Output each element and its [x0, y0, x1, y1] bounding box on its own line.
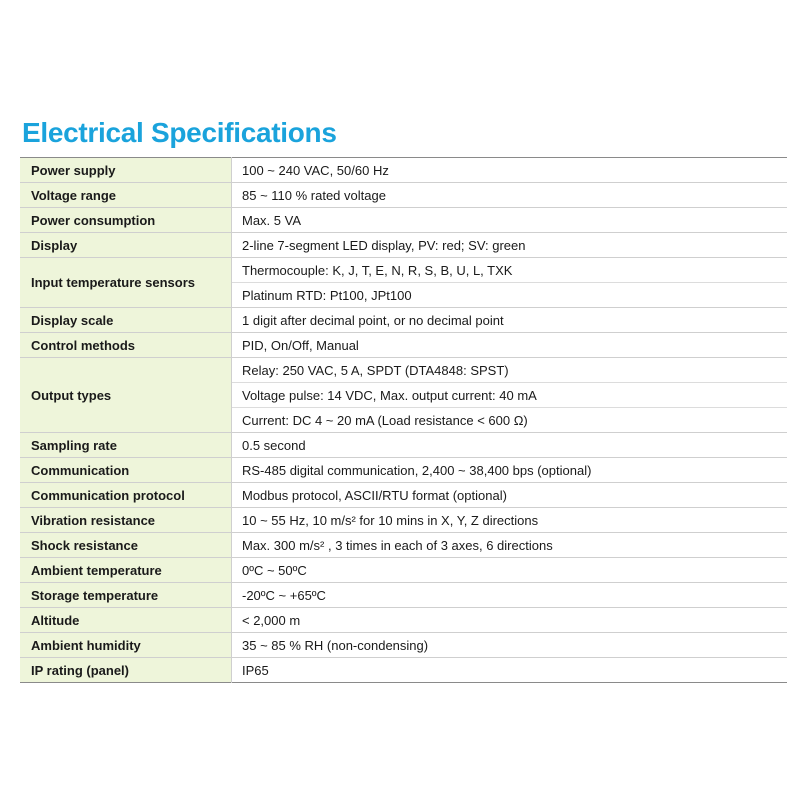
spec-value: < 2,000 m — [232, 608, 788, 633]
spec-value: PID, On/Off, Manual — [232, 333, 788, 358]
spec-label: Input temperature sensors — [20, 258, 232, 308]
spec-label: Display — [20, 233, 232, 258]
spec-label: Output types — [20, 358, 232, 433]
spec-value: Voltage pulse: 14 VDC, Max. output current: 40 mA — [232, 383, 788, 408]
spec-label: Shock resistance — [20, 533, 232, 558]
table-row — [20, 583, 787, 608]
spec-value: Max. 5 VA — [232, 208, 788, 233]
spec-label: Power supply — [20, 158, 232, 183]
table-row — [20, 308, 787, 333]
spec-label: Display scale — [20, 308, 232, 333]
table-row — [20, 158, 787, 183]
table-row — [20, 633, 787, 658]
spec-label: IP rating (panel) — [20, 658, 232, 683]
table-row — [20, 558, 787, 583]
table-row — [20, 233, 787, 258]
table-row — [20, 458, 787, 483]
spec-value: Thermocouple: K, J, T, E, N, R, S, B, U, L, TXK — [232, 258, 788, 283]
spec-value: Relay: 250 VAC, 5 A, SPDT (DTA4848: SPST) — [232, 358, 788, 383]
spec-value: -20ºC ~ +65ºC — [232, 583, 788, 608]
spec-value: Platinum RTD: Pt100, JPt100 — [232, 283, 788, 308]
table-row — [20, 183, 787, 208]
spec-value: RS-485 digital communication, 2,400 ~ 38,400 bps (optional) — [232, 458, 788, 483]
spec-value: IP65 — [242, 662, 269, 678]
table-row — [20, 258, 787, 283]
spec-value: 2-line 7-segment LED display, PV: red; SV: green — [232, 233, 788, 258]
table-row — [20, 533, 787, 558]
table-row — [20, 483, 787, 508]
spec-value: Max. 300 m/s² , 3 times in each of 3 axes, 6 directions — [232, 533, 788, 558]
spec-label: Control methods — [20, 333, 232, 358]
spec-label: Storage temperature — [20, 583, 232, 608]
table-row — [20, 658, 787, 683]
spec-value: 35 ~ 85 % RH (non-condensing) — [232, 633, 788, 658]
spec-value: 0.5 second — [232, 433, 788, 458]
table-row — [20, 608, 787, 633]
spec-value: 85 ~ 110 % rated voltage — [232, 183, 788, 208]
table-row — [20, 358, 787, 383]
spec-label: Communication protocol — [20, 483, 232, 508]
table-row — [20, 208, 787, 233]
spec-value: 100 ~ 240 VAC, 50/60 Hz — [232, 158, 788, 183]
spec-value: Modbus protocol, ASCII/RTU format (optional) — [232, 483, 788, 508]
spec-value: 0ºC ~ 50ºC — [232, 558, 788, 583]
spec-label: Vibration resistance — [20, 508, 232, 533]
spec-label: Sampling rate — [20, 433, 232, 458]
spec-label: Altitude — [20, 608, 232, 633]
spec-value: Current: DC 4 ~ 20 mA (Load resistance < 600 Ω) — [232, 408, 788, 433]
spec-value: 10 ~ 55 Hz, 10 m/s² for 10 mins in X, Y, Z directions — [232, 508, 788, 533]
table-row — [20, 508, 787, 533]
spec-label: Power consumption — [20, 208, 232, 233]
table-row — [20, 333, 787, 358]
spec-value: 1 digit after decimal point, or no decimal point — [232, 308, 788, 333]
spec-table-body — [20, 158, 787, 683]
spec-label: Communication — [20, 458, 232, 483]
spec-table — [20, 157, 787, 683]
spec-label: Ambient temperature — [20, 558, 232, 583]
spec-label: Voltage range — [20, 183, 232, 208]
spec-label: Ambient humidity — [20, 633, 232, 658]
table-row — [20, 433, 787, 458]
page-title: Electrical Specifications — [22, 117, 337, 148]
